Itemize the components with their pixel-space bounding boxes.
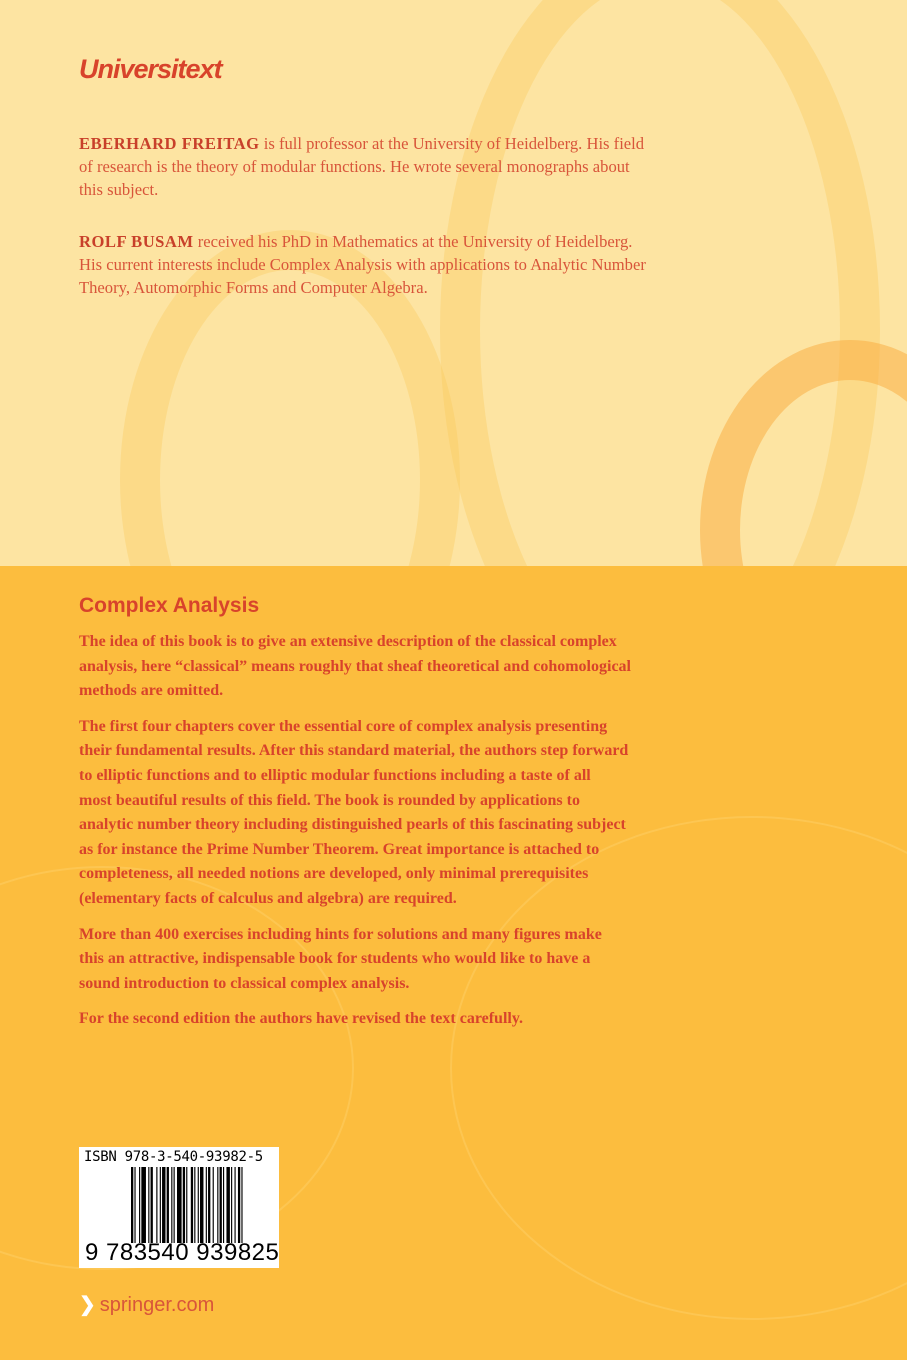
isbn-text: ISBN 978-3-540-93982-5 [84, 1149, 263, 1165]
barcode-bar [162, 1167, 165, 1243]
bio-text: of research is the theory of modular functions. He wrote several monographs about [79, 157, 630, 176]
barcode-bar [134, 1167, 135, 1243]
description-line: to elliptic functions and to elliptic modular functions including a taste of all [79, 766, 591, 784]
description-paragraph [79, 1007, 779, 1032]
bio-text: received his PhD in Mathematics at the University of Heidelberg. [193, 232, 633, 251]
description-line: completeness, all needed notions are developed, only minimal prerequisites [79, 865, 589, 883]
bio-text: this subject. [79, 180, 159, 199]
description-line: The first four chapters cover the essential core of complex analysis presenting [79, 717, 608, 735]
barcode-bar [231, 1167, 232, 1243]
author-bio-freitag [79, 132, 759, 201]
barcode-bar [200, 1167, 203, 1243]
barcode-bar [141, 1167, 146, 1243]
description-line: most beautiful results of this field. The book is rounded by applications to [79, 791, 580, 809]
barcode-bar [238, 1167, 240, 1243]
barcode-bar [213, 1167, 214, 1243]
barcode-bar [241, 1167, 242, 1243]
barcode-bar [177, 1167, 182, 1243]
barcode-bar [198, 1167, 199, 1243]
barcode-bar [208, 1167, 210, 1243]
barcode-bar [235, 1167, 236, 1243]
barcode-bar [139, 1167, 140, 1243]
barcode-bar [217, 1167, 218, 1243]
author-bio-busam [79, 230, 759, 299]
chevron-right-icon: ❯ [79, 1294, 96, 1316]
book-description [79, 630, 779, 1043]
barcode-bar [220, 1167, 222, 1243]
barcode-bar [174, 1167, 175, 1243]
series-logo: Universitext [79, 54, 222, 84]
description-line: methods are omitted. [79, 682, 224, 700]
description-line: analytic number theory including distinguished pearls of this fascinating subject [79, 816, 626, 834]
barcode-bar [151, 1167, 153, 1243]
description-line: their fundamental results. After this standard material, the authors step forward [79, 742, 629, 760]
bio-text: Theory, Automorphic Forms and Computer Algebra. [79, 278, 428, 297]
publisher-link-text: springer.com [99, 1294, 215, 1316]
description-line: this an attractive, indispensable book for students who would like to have a [79, 950, 591, 968]
bio-text: His current interests include Complex Analysis with applications to Analytic Number [79, 255, 646, 274]
barcode-bar [167, 1167, 169, 1243]
book-title: Complex Analysis [79, 594, 260, 617]
description-line: sound introduction to classical complex analysis. [79, 974, 410, 992]
barcode-bar [206, 1167, 207, 1243]
description-paragraph [79, 715, 779, 912]
description-paragraph [79, 923, 779, 997]
barcode-bar [131, 1167, 133, 1243]
barcode-bar [191, 1167, 193, 1243]
author-name: ROLF BUSAM [79, 232, 194, 251]
description-paragraph [79, 630, 779, 704]
description-line: (elementary facts of calculus and algebra) are required. [79, 889, 457, 907]
description-line: analysis, here “classical” means roughly that sheaf theoretical and cohomological [79, 657, 631, 675]
barcode-bar [226, 1167, 229, 1243]
description-line: More than 400 exercises including hints for solutions and many figures make [79, 925, 602, 943]
publisher-link[interactable] [79, 1292, 214, 1317]
barcode-bar [183, 1167, 185, 1243]
description-line: The idea of this book is to give an extensive description of the classical complex [79, 633, 617, 650]
barcode-bar [223, 1167, 224, 1243]
ean-digits: 9 783540 939825 [85, 1239, 280, 1266]
barcode-bar [148, 1167, 149, 1243]
bio-text: is full professor at the University of Heidelberg. His field [259, 134, 645, 153]
barcode-bar [194, 1167, 195, 1243]
barcode-bar [156, 1167, 157, 1243]
author-name: EBERHARD FREITAG [79, 134, 260, 153]
isbn-barcode [79, 1147, 279, 1268]
barcode-bar [171, 1167, 172, 1243]
description-line: For the second edition the authors have revised the text carefully. [79, 1010, 523, 1028]
description-line: as for instance the Prime Number Theorem. Great importance is attached to [79, 840, 600, 858]
barcode-bar [186, 1167, 187, 1243]
barcode-bar [160, 1167, 161, 1243]
